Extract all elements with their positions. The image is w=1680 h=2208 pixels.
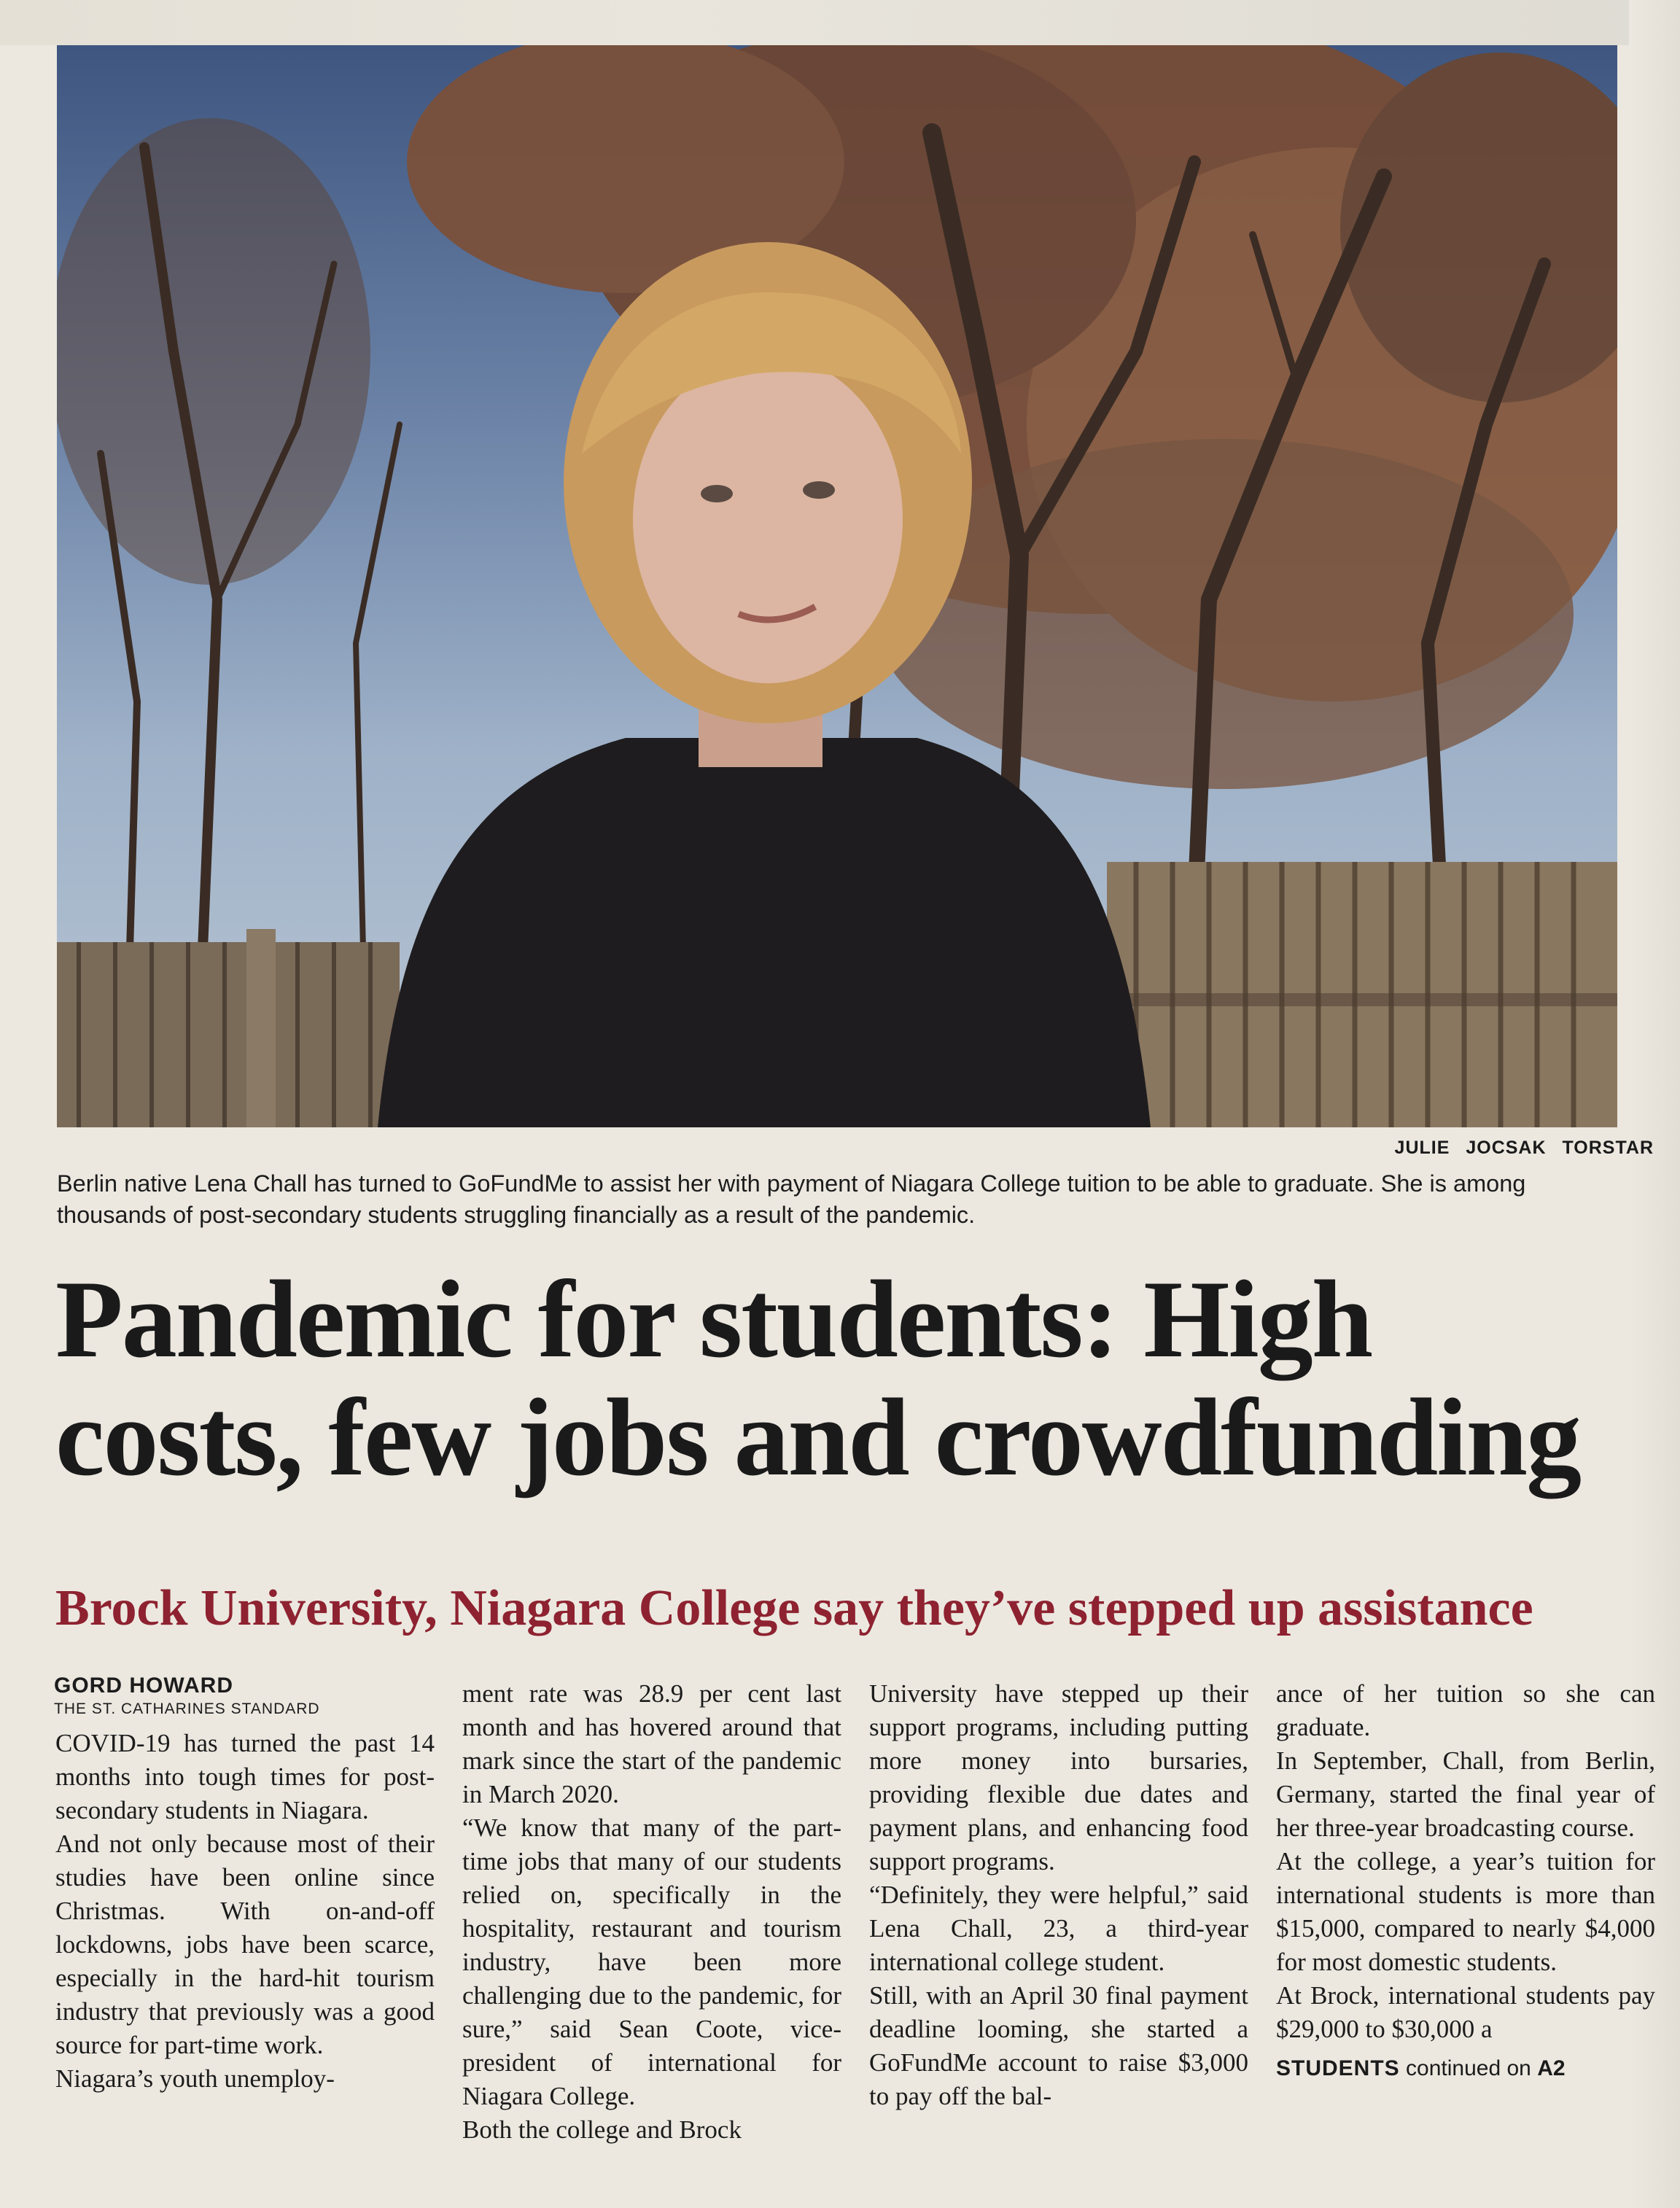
paragraph: Still, with an April 30 final payment deadline looming, she started a GoFundMe account to raise $3,000 to pay off the bal- (869, 1981, 1248, 2110)
paragraph: Niagara’s youth unemploy- (55, 2064, 335, 2093)
paragraph: “We know that many of the part-time jobs that many of our students relied on, specifically in the hospitality, restaurant and tourism industry, have been more challenging due to the pandemic, for sure,” said Sean Coote, vice-president of international for Niagara College. (462, 1814, 841, 2110)
article-column-4 (1276, 1677, 1655, 2085)
article-column-3 (869, 1677, 1248, 2113)
headline (55, 1260, 1645, 1496)
headline-line-1: Pandemic for students: High (55, 1258, 1372, 1380)
byline-author: GORD HOWARD (54, 1674, 233, 1698)
paragraph: COVID-19 has turned the past 14 months into tough times for post-secondary students in Niagara. (55, 1729, 435, 1824)
jump-line (1276, 2052, 1655, 2085)
photo-credit: JULIE JOCSAK TORSTAR (1394, 1138, 1654, 1158)
paragraph: At the college, a year’s tuition for international students is more than $15,000, compared to nearly $4,000 for most domestic students. (1276, 1847, 1655, 1976)
paragraph: “Definitely, they were helpful,” said Lena Chall, 23, a third-year international college student. (869, 1881, 1248, 1976)
jump-page: A2 (1537, 2056, 1566, 2080)
paragraph: Both the college and Brock (462, 2115, 742, 2144)
photo-caption (57, 1168, 1617, 1231)
jump-text: continued on (1406, 2056, 1531, 2080)
wooden-fence-left (57, 929, 400, 1127)
paragraph: University have stepped up their support programs, including putting more money into bursaries, providing flexible due dates and payment plans, and enhancing food support programs. (869, 1679, 1248, 1875)
paragraph: At Brock, international students pay $29,000 to $30,000 a (1276, 1981, 1655, 2043)
photo-caption-text: Berlin native Lena Chall has turned to GoFundMe to assist her with payment of Niagara College tuition to be able to graduate. She is among thousands of post-secondary students struggling financially as a result of the pandemic. (57, 1170, 1526, 1228)
article-column-2 (462, 1677, 841, 2147)
headline-line-2: costs, few jobs and crowdfunding (55, 1376, 1581, 1498)
page-bleed-top (0, 0, 1680, 45)
paragraph: In September, Chall, from Berlin, Germany, started the final year of her three-year broadcasting course. (1276, 1746, 1655, 1842)
paragraph: ment rate was 28.9 per cent last month and has hovered around that mark since the start of the pandemic in March 2020. (462, 1679, 841, 1808)
article-column-1 (55, 1727, 435, 2096)
jump-keyword: STUDENTS (1276, 2056, 1400, 2080)
feature-photo (57, 45, 1617, 1127)
byline (54, 1673, 320, 1719)
paragraph: And not only because most of their studies have been online since Christmas. With on-and-off lockdowns, jobs have been scarce, especially in the hard-hit tourism industry that previously was a good source for part-time work. (55, 1830, 435, 2059)
wooden-fence-right (1107, 862, 1617, 1127)
byline-outlet: THE ST. CATHARINES STANDARD (54, 1700, 320, 1717)
paragraph: ance of her tuition so she can graduate. (1276, 1679, 1655, 1741)
subheadline: Brock University, Niagara College say they’ve stepped up assistance (55, 1580, 1533, 1636)
photo-illustration (57, 45, 1617, 1127)
